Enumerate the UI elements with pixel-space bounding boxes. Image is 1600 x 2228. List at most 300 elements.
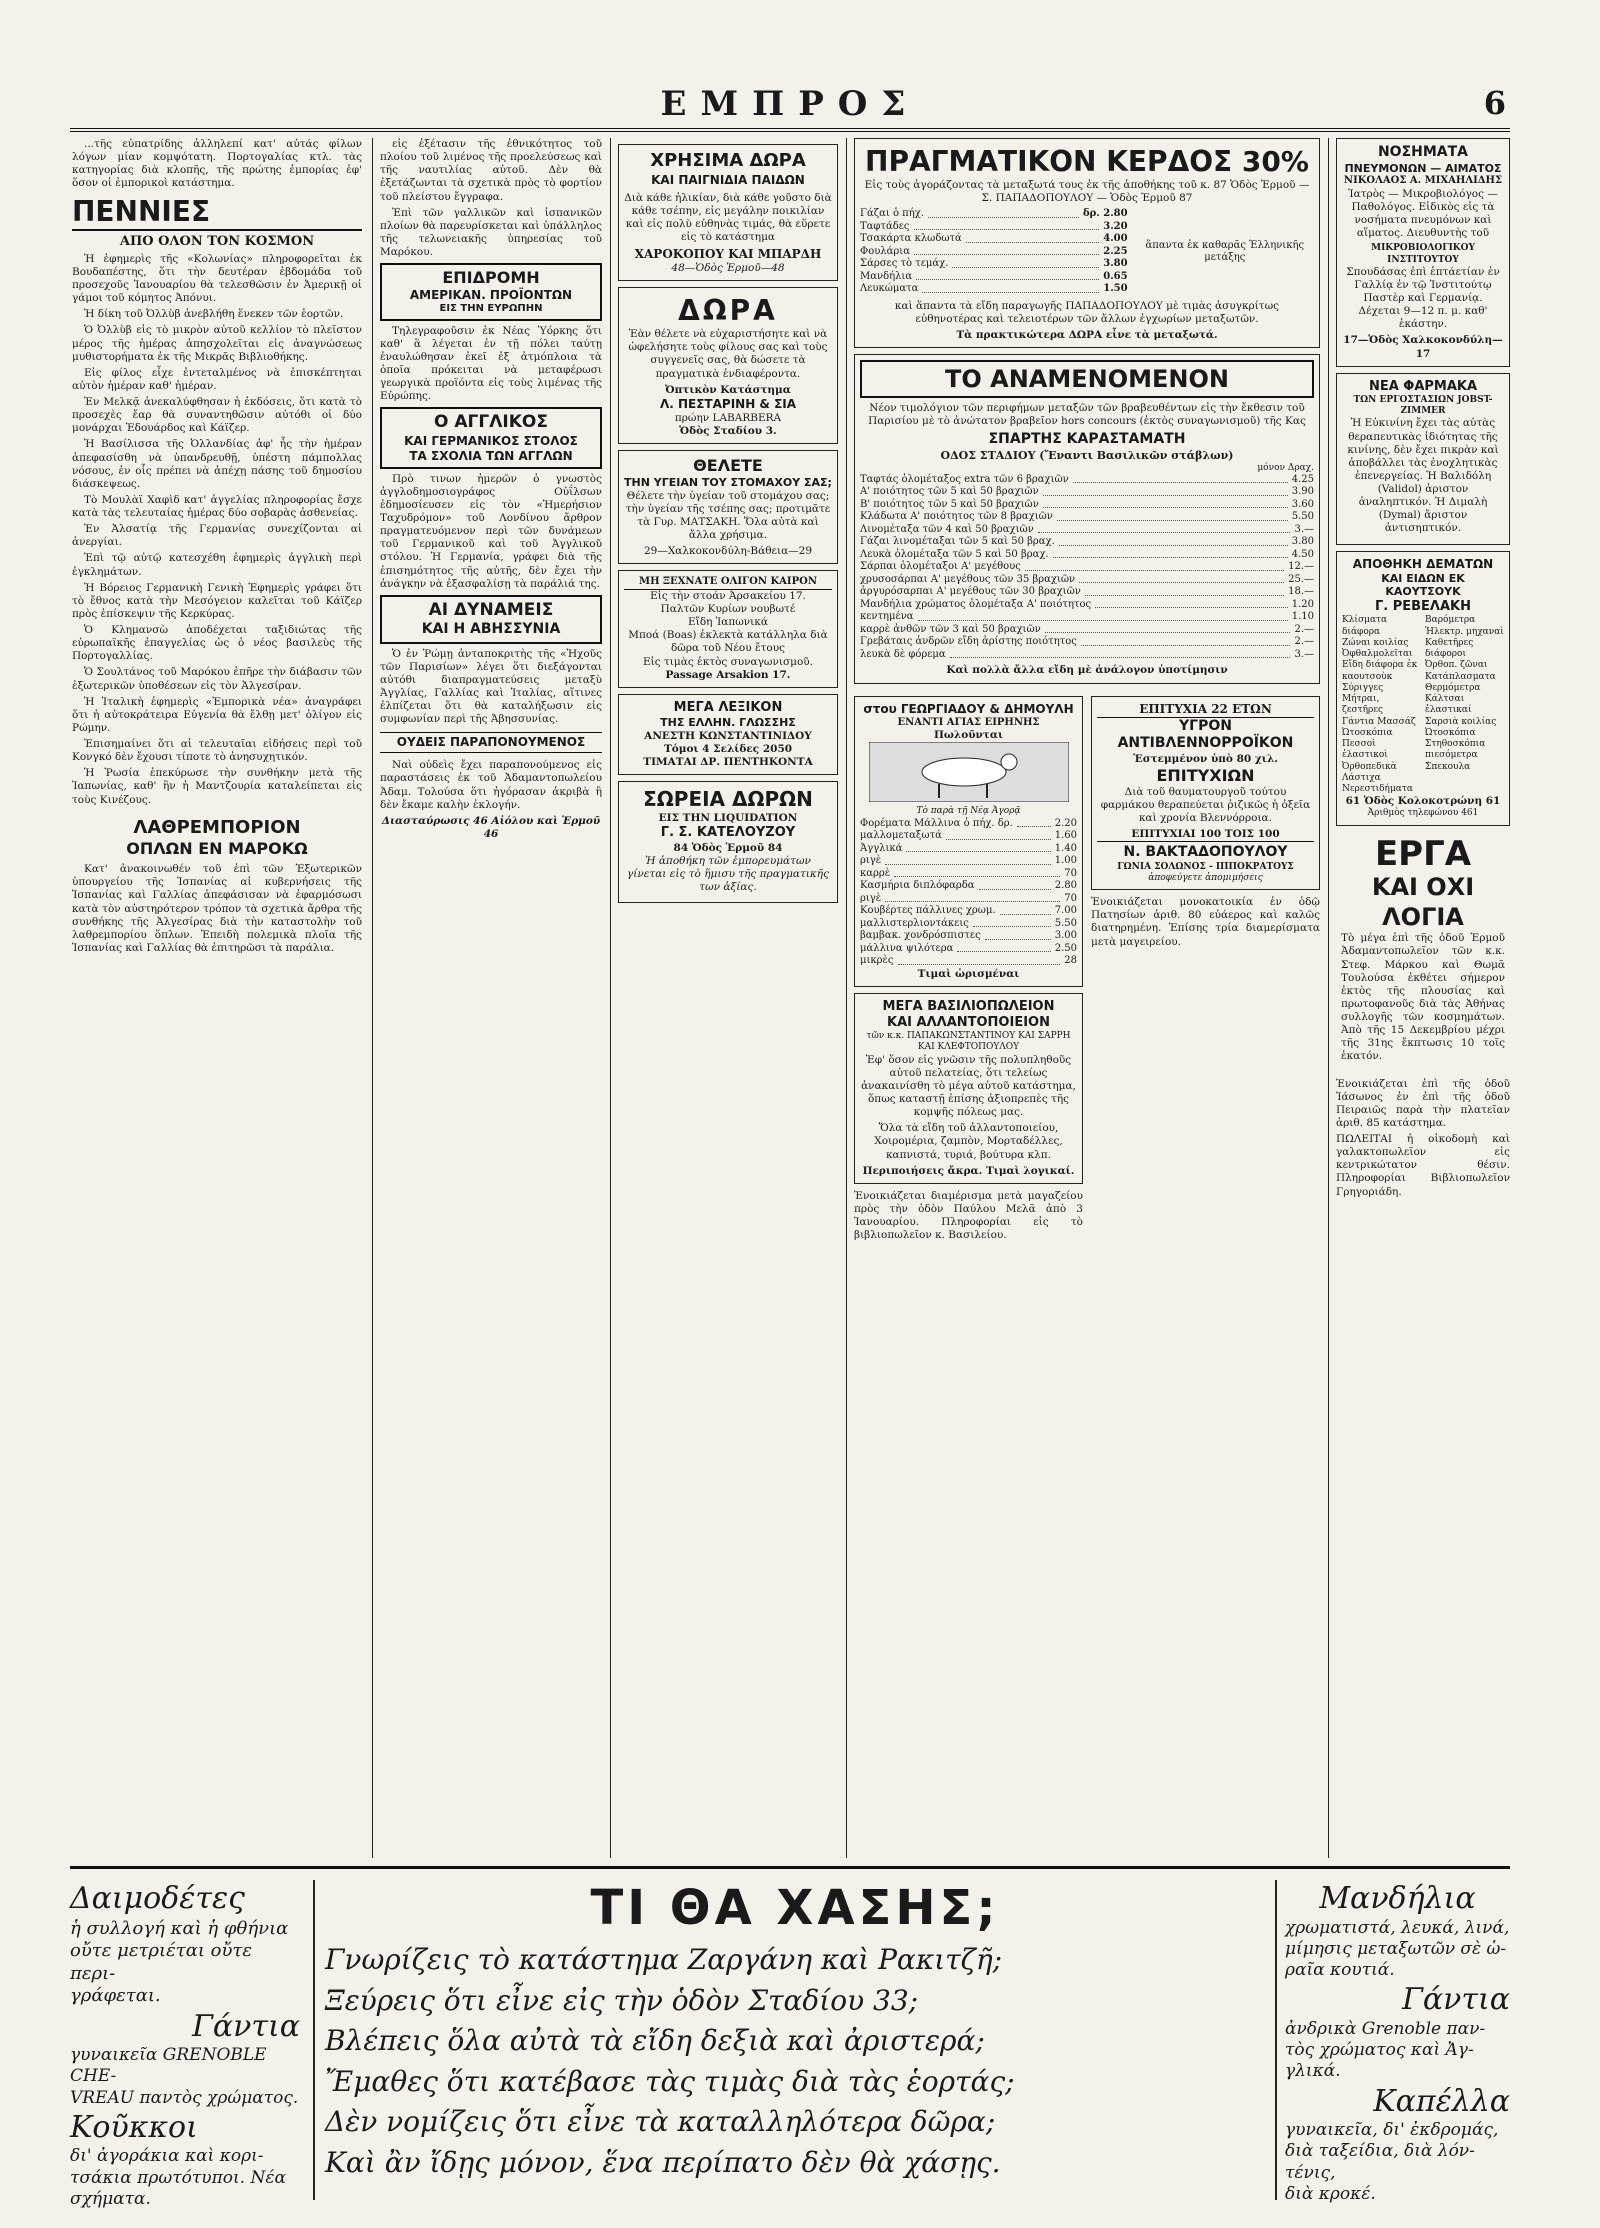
- price-value: 5.50: [1291, 511, 1314, 523]
- dot-leader: [1057, 511, 1288, 521]
- ad-title: ΔΩΡΑ: [678, 294, 778, 328]
- news-item: Ἡ Ἰταλικὴ ἐφημερὶς «Ἐμπορικὰ νέα» ἀναγράφει ὅτι ἡ αὐτοκράτειρα Εὐγενία θὰ ἔλθῃ μετ' ὀλίγον εἰς Ρώμην.: [72, 695, 362, 734]
- price-value: 3.90: [1291, 486, 1314, 498]
- column-4: [854, 138, 1320, 1858]
- price-item: Β' ποιότητος τῶν 5 καὶ 50 βραχιῶν: [860, 498, 1039, 510]
- heading-title: ΟΥΔΕΙΣ ΠΑΡΑΠΟΝΟΥΜΕΝΟΣ: [380, 732, 602, 753]
- dot-leader: [1085, 586, 1284, 596]
- section2-text: Κατ' ἀνακοινωθέν τοῦ ἐπὶ τῶν Ἐξωτερικῶν ὑπουργείου τῆς Ἱσπανίας αἱ κυβερνήσεις τῆς Ἱσπανίας καὶ Γαλλίας ἀπεφάσισαν νὰ ἐφαρμόσωσι κατὰ τὸν αὐστηρότερον τρόπον τὰ σχετικὰ ἄρθρα τῆς συνθήκης τῆς Ἀλγεσίρας διὰ τὴν καταστολὴν τοῦ λαθρεμπορίου ὅπλων. Ἐπειδὴ πολεμικὰ πλοῖα τῆς Ἱσπανίας καὶ Γαλλίας θὰ ἐπιτηρῶσι τὰ παράλια.: [72, 863, 362, 954]
- heading-title: Ο ΑΓΓΛΙΚΟΣ: [434, 412, 548, 433]
- price-value: 0.65: [1103, 270, 1128, 282]
- column-6: [1336, 138, 1510, 1858]
- naval-heading: [380, 407, 602, 468]
- ad-tagline: Τὰ πρακτικώτερα ΔΩΡΑ εἶνε τὰ μεταξωτά.: [956, 329, 1218, 341]
- dot-leader: [906, 843, 1050, 853]
- ad-subtitle: Ἐστεμμένον ὑπὸ 80 χιλ.: [1133, 752, 1278, 765]
- ad-georgiadou: [854, 696, 1083, 987]
- price-unit: μόνον Δραχ.: [1257, 462, 1314, 473]
- ad-title: ΝΕΑ ΦΑΡΜΑΚΑ: [1368, 378, 1478, 394]
- ad-item: Νερεστιδήματα: [1342, 784, 1413, 794]
- ad-item: Εἴδη διάφορα ἐκ καουτσοὺκ: [1342, 660, 1418, 682]
- price-item: ἀργυρόσαρπαι Α' μεγέθους τῶν 30 βραχιῶν: [860, 586, 1081, 598]
- banner-line: μίμησις μεταξωτῶν σὲ ὡ-: [1285, 1938, 1507, 1959]
- news-item: Ὁ Σουλτάνος τοῦ Μαρόκου ἐπῆρε τὴν διάβασιν τῶν ἐξωτερικῶν ὑποθέσεων εἰς τὸν Ἀλγεσίραν.: [72, 666, 362, 692]
- article-text: Ὁ ἐν Ῥώμῃ ἀνταποκριτὴς τῆς «Ἠχοῦς τῶν Παρισίων» λέγει ὅτι διεξάγονται αὐτόθι διαπραγματεύσεις μεταξὺ Ἀγγλίας, Γαλλίας καὶ Ἰταλίας, αἵτινες ἐλπίζεται ὅτι θὰ καταλήξωσιν εἰς συμφωνίαν περὶ τῆς Ἀβησσυνίας.: [380, 647, 602, 726]
- banner-line: Δὲν νομίζεις ὅτι εἶνε τὰ καταλληλότερα δῶρα;: [325, 2105, 996, 2139]
- ad-item: Παλτῶν Κυρίων νουβωτέ: [660, 603, 796, 615]
- ad-phone: Ἀριθμὸς τηλεφώνου 461: [1367, 808, 1479, 819]
- price-item: Λευκώματα: [860, 283, 919, 295]
- banner-line: Ξεύρεις ὅτι εἶνε εἰς τὴν ὁδὸν Σταδίου 33;: [325, 1983, 919, 2017]
- ad-item: Μήτραι, ζεστῆρες: [1342, 694, 1384, 716]
- price-row: [860, 880, 1077, 893]
- banner-headline: ΤΙ ΘΑ ΧΑΣΗΣ;: [590, 1880, 1000, 1936]
- price-row: [860, 893, 1077, 906]
- ad-item: Πεσσοὶ ἐλαστικοὶ: [1342, 739, 1388, 761]
- ad-item: Σαρσιὰ κοιλίας: [1425, 716, 1497, 727]
- ad-row-left: [854, 690, 1083, 1246]
- banner-line: γυναικεῖα GRENOBLE CHE-: [70, 2045, 267, 2087]
- ad-tagline: Καὶ πολλὰ ἄλλα εἴδη μὲ ἀνάλογον ὑποτίμησιν: [946, 664, 1228, 677]
- ad-item: Ὠτοσκόπια: [1425, 727, 1476, 738]
- price-row: [860, 511, 1314, 524]
- bottom-right-text: [1285, 1880, 1510, 2204]
- column-rule: [610, 138, 611, 1858]
- price-row: [860, 624, 1314, 637]
- price-row: [860, 943, 1077, 956]
- price-value: 1.40: [1054, 842, 1077, 854]
- banner-line: χρωματιστά, λευκά, λινά,: [1285, 1917, 1510, 1938]
- ad-antiblenno: [1091, 696, 1320, 891]
- price-value: 70: [1064, 892, 1077, 904]
- price-row: [860, 221, 1128, 234]
- ad-text: Ἰατρὸς — Μικροβιολόγος — Παθολόγος. Εἰδικὸς εἰς τὰ νοσήματα πνευμόνων καὶ αἵματος. Διευθυντὴς τοῦ: [1348, 187, 1498, 240]
- price-item: Κουβέρτες πάλλινες χρωμ.: [860, 905, 996, 916]
- banner-line: διὰ ταξείδια, διὰ λόν-τένις,: [1285, 2141, 1475, 2183]
- ad-author: ΑΝΕΣΤΗ ΚΩΝΣΤΑΝΤΙΝΙΔΟΥ: [644, 729, 812, 742]
- ad-stomach: [618, 450, 838, 564]
- price-item: Γρεβάταις ἀνδρῶν εἴδη ἀρίστης ποιότητος: [860, 636, 1077, 648]
- ad-text: Ἡ ἀποθήκη τῶν ἐμπορευμάτων γίνεται εἰς τὸ ἥμισυ τῆς πραγματικῆς των ἀξίας.: [627, 854, 829, 893]
- news-item: Ἡ ἐφημερὶς τῆς «Κολωνίας» πληροφορεῖται ἐκ Βουδαπέστης, ὅτι τὴν δευτέραν ἑβδομάδα τοῦ προσεχοῦς Ἰανουαρίου θὰ τελεσθῶσιν ἐν Ἀμερικῇ οἱ γάμοι τοῦ κόμητος Ἀπόνυι.: [72, 252, 362, 305]
- price-row: [860, 918, 1077, 931]
- ad-text: Θέλετε τὴν ὑγείαν τοῦ στομάχου σας; τὴν ὑγείαν τῆς τσέπης σας; προτιμᾶτε τὰ Γυρ. ΜΑΤΣΑΚΗ. Ὅλα αὐτὰ καὶ ἄλλα χρήσιμα.: [625, 489, 831, 542]
- banner-line: Βλέπεις ὅλα αὐτὰ τὰ εἴδη δεξιὰ καὶ ἀριστερά;: [325, 2024, 985, 2058]
- ad-title: ΧΡΗΣΙΜΑ ΔΩΡΑ: [650, 150, 806, 171]
- heading-subtitle: ΚΑΙ Η ΑΒΗΣΣΥΝΙΑ: [421, 621, 561, 637]
- ad-shop: Ὀπτικὸν Κατάστημα: [665, 383, 791, 396]
- banner-line: γράφεται.: [70, 1985, 161, 2006]
- dot-leader: [914, 221, 1100, 231]
- price-value: 2.25: [1103, 245, 1128, 257]
- price-row: [860, 258, 1128, 271]
- classified-text: Ἐνοικιάζεται διαμέρισμα μετὰ μαγαζείου πρὸς τὴν ὁδὸν Παύλου Μελᾶ ἀπὸ 3 Ἰανουαρίου. Πληροφορίαι εἰς τὸ βιβλιοπωλεῖον κ. Βασιλείου.: [854, 1189, 1083, 1242]
- price-value: 3.—: [1294, 523, 1314, 535]
- ad-title: ΣΩΡΕΙΑ ΔΩΡΩΝ: [643, 787, 813, 812]
- masthead: [70, 78, 1510, 132]
- banner-line: Δαιμοδέτες: [70, 1881, 245, 1916]
- price-item: Μανδήλια χρώματος ὁλομέταξα Α' ποιότητος: [860, 598, 1092, 610]
- price-item: Τσακάρτα κλωδωτά: [860, 233, 962, 245]
- classified-text: ΠΩΛΕΙΤΑΙ ἡ οἰκοδομὴ καὶ γαλακτοπωλεῖον εἰς κεντρικώτατον θέσιν. Πληροφορίαι Βιβλιοπωλεῖον Γρηγοριάδη.: [1336, 1133, 1510, 1198]
- price-item: Μανδήλια: [860, 270, 913, 282]
- price-item: βαμβακ. χονδρόσπιστες: [860, 930, 981, 941]
- ad-subtitle: ΠΝΕΥΜΟΝΩΝ — ΑΙΜΑΤΟΣ: [1344, 161, 1502, 175]
- intro-text: ...τῆς εὐπατρίδης ἀλληλεπί κατ' αὐτάς φίλων λόγων μίαν κομψότατη. Πορτογαλίας κτλ. τὰς κατηγορίας διὰ κλοπῆς, τῆς πρώτης ἐμπορίας ἐφ' ὅσον οἱ ἐμπορικοὶ κατάστημα.: [72, 138, 362, 190]
- ad-butcher: [854, 993, 1083, 1184]
- section-subtitle: ΑΠΟ ΟΛΟΝ ΤΟΝ ΚΟΣΜΟΝ: [119, 233, 315, 249]
- news-item: Ἐπισημαίνει ὅτι αἱ τελευταῖαι εἰδήσεις περὶ τοῦ Κονγκό δὲν ἔχουσι τίποτε τὸ ἀνησυχητικόν.: [72, 738, 362, 764]
- price-item: ριγὲ: [860, 892, 882, 904]
- ad-item: Ἠλεκτρ. μηχαναὶ: [1425, 626, 1504, 637]
- price-row: [860, 561, 1314, 574]
- dot-leader: [946, 830, 1051, 840]
- price-value: 7.00: [1054, 905, 1077, 916]
- banner-line: τὸς χρώματος καὶ Ἀγ-: [1285, 2040, 1474, 2060]
- ad-title: ΠΡΑΓΜΑΤΙΚΟΝ ΚΕΡΔΟΣ 30%: [865, 145, 1309, 178]
- banner-line: Μανδήλια: [1319, 1881, 1476, 1916]
- price-value: 4.25: [1291, 473, 1314, 485]
- price-row: [860, 843, 1077, 856]
- ad-title: ΜΕΓΑ ΛΕΞΙΚΟΝ: [673, 699, 783, 715]
- price-value: 5.50: [1054, 917, 1077, 929]
- price-row: [860, 905, 1077, 918]
- price-value: 1.50: [1103, 283, 1128, 295]
- news-list: [72, 253, 362, 807]
- ad-subtitle: ΤΩΝ ΕΡΓΟΣΤΑΣΙΩΝ JOBST-ZIMMER: [1353, 394, 1493, 417]
- price-value: 2.—: [1294, 636, 1314, 648]
- ad-item: Εἰς τιμὰς ἐκτὸς συναγωνισμοῦ.: [643, 655, 813, 668]
- ad-text: καὶ ἅπαντα τὰ εἴδη παραγωγῆς ΠΑΠΑΔΟΠΟΥΛΟΥ μὲ τιμὰς ἀσυγκρίτως εὐθηνοτέρας καὶ τελειοτέρων τῶν ἄλλων ἐγχωρίων μεταξωτῶν.: [894, 299, 1280, 325]
- price-item: λευκὰ δὲ φόρεμα: [860, 648, 946, 660]
- price-item: μαλλιστερλιοντάκεις: [860, 917, 969, 929]
- price-value: 2.80: [1054, 880, 1077, 891]
- price-row: [860, 855, 1077, 868]
- ad-item: Μποά (Boas) ἐκλεκτὰ κατάλληλα διὰ δῶρα τοῦ Νέου ἔτους: [628, 629, 828, 655]
- price-row: [860, 830, 1077, 843]
- ad-text: Ὅλα τὰ εἴδη τοῦ ἀλλαντοποιείου, Χοιρομέρια, ζαμπὸν, Μορταδέλλες, καπνιστά, τυριά, βούτυρα κλπ.: [874, 1122, 1063, 1161]
- banner-line: γυναικεῖα, δι' ἐκδρομάς,: [1285, 2120, 1499, 2140]
- dot-leader: [1073, 474, 1288, 484]
- ad-subtitle: τῶν κ.κ. ΠΑΠΑΚΩΝΣΤΑΝΤΙΝΟΥ ΚΑΙ ΣΑΡΡΗ ΚΑΙ ΚΛΕΦΤΟΠΟΥΛΟΥ: [866, 1031, 1071, 1053]
- price-item: Φορέματα Μάλλινα ὁ πήχ. δρ.: [860, 817, 1013, 829]
- article-text: εἰς ἐξέτασιν τῆς ἐθνικότητος τοῦ πλοίου τοῦ λιμένος τῆς προελεύσεως καὶ τῆς ναυτιλίας αὐτοῦ. Δὲν θὰ ἐξετάζωνται τὰ σχετικὰ πρὸς τὸ φορτίον τοῦ πλείστου ἔγγραφα.: [380, 138, 602, 203]
- price-value: δρ. 2.80: [1082, 208, 1128, 220]
- powers-heading: [380, 595, 602, 644]
- ad-address: ΓΩΝΙΑ ΣΟΛΩΝΟΣ - ΙΠΠΟΚΡΑΤΟΥΣ: [1117, 861, 1294, 872]
- dot-leader: [952, 258, 1099, 268]
- section-title: ΠΕΝΝΙΕΣ: [72, 194, 362, 231]
- banner-line: οὔτε μετριέται οὔτε περι-: [70, 1940, 253, 1984]
- ad-tagline: ΕΠΙΤΥΧΙΩΝ: [1156, 765, 1255, 785]
- ad-address: 84 Ὁδὸς Ἑρμοῦ 84: [673, 841, 783, 854]
- ad-name: Γ. ΡΕΒΕΛΑΚΗ: [1374, 599, 1472, 614]
- news-item: Ἡ δίκη τοῦ Ὀλλὺβ ἀνεβλήθη ἕνεκεν τῶν ἑορτῶν.: [84, 308, 344, 321]
- article-text: Ναὶ οὐδεὶς ἔχει παραπονούμενος εἰς παραστάσεις ἐκ τοῦ Ἀδαμαντοπωλείου Ἀδαμ. Τολούσα ὅτι ἠγόρασαν ἀκριβὰ ἢ δὲν ἔκαμε καλὴν ἐκλογήν.: [380, 759, 602, 811]
- ad-title: ΕΡΓΑ: [1374, 833, 1472, 874]
- price-row: [860, 868, 1077, 881]
- bottom-main-text: [325, 1880, 1265, 2200]
- banner-line: σχήματα.: [70, 2188, 151, 2209]
- dot-leader: [1043, 486, 1288, 496]
- dot-leader: [957, 943, 1050, 953]
- price-list: [860, 474, 1314, 662]
- column-2: [380, 138, 602, 1858]
- price-value: 1.00: [1054, 855, 1077, 866]
- banner-line: ραῖα κουτιά.: [1285, 1960, 1395, 1980]
- news-item: Ἐπὶ τῷ αὐτῷ κατεσχέθη ἐφημερὶς ἀγγλικὴ περὶ ἐγκλημάτων.: [72, 552, 362, 578]
- ad-title: ΜΕΓΑ ΒΑΣΙΛΙΟΠΩΛΕΙΟΝ: [882, 998, 1055, 1014]
- ad-item: πιεσόμετρα: [1425, 750, 1478, 761]
- price-row: [860, 208, 1128, 221]
- dot-leader: [885, 855, 1051, 865]
- price-row: [860, 549, 1314, 562]
- dot-leader: [950, 649, 1291, 659]
- price-row: [860, 649, 1314, 662]
- ad-address: Ὁδὸς Σταδίου 3.: [679, 424, 777, 437]
- price-value: 3.60: [1291, 498, 1314, 510]
- ad-subtitle: ΚΑΙ ΑΛΛΑΝΤΟΠΟΙΕΙΟΝ: [887, 1014, 1050, 1030]
- ad-awaited: [854, 354, 1320, 683]
- price-value: 28: [1064, 955, 1077, 966]
- ad-address: 48—Ὁδὸς Ἑρμοῦ—48: [671, 262, 785, 274]
- ad-title: στου ΓΕΩΡΓΙΑΔΟΥ & ΔΗΜΟΥΛΗ: [863, 701, 1074, 716]
- ad-subtitle: ΕΠΙΤΥΧΙΑΙ 100 ΤΟΙΣ 100: [1131, 828, 1280, 840]
- ad-subtitle: ΚΑΙ ΠΑΙΓΝΙΔΙΑ ΠΑΙΔΩΝ: [651, 172, 805, 187]
- banner-line: Ἔμαθες ὅτι κατέβασε τὰς τιμὰς διὰ τὰς ἑορτάς;: [325, 2064, 1015, 2098]
- price-value: 1.10: [1291, 611, 1314, 623]
- banner-line: ἀνδρικὰ Grenoble παν-: [1285, 2018, 1486, 2039]
- dot-leader: [966, 233, 1099, 243]
- column-rule: [372, 138, 373, 1858]
- ad-gifts: [618, 144, 838, 281]
- ad-dictionary: [618, 694, 838, 775]
- price-item: ριγὲ: [860, 855, 882, 866]
- price-row: [860, 499, 1314, 512]
- ad-medicines: [1336, 373, 1510, 545]
- ad-silk-profit: [854, 138, 1320, 348]
- dot-leader: [1000, 905, 1051, 915]
- goat-illustration: [869, 742, 1069, 802]
- price-row: [860, 233, 1128, 246]
- ad-lungs: [1336, 138, 1510, 367]
- dot-leader: [1043, 499, 1288, 509]
- ad-subtitle: πρώην LABARBERA: [674, 411, 782, 424]
- ad-text: Νέον τιμολόγιον τῶν περιφήμων μεταξῶν τῶν βραβευθέντων εἰς τὴν ἔκθεσιν τοῦ Παρισίου μὲ τὸ ἀνώτατον βραβεῖον hors concours (ἐκτὸς συναγωνισμοῦ) τῆς Κας: [868, 402, 1306, 428]
- heading-subtitle: ΑΜΕΡΙΚΑΝ. ΠΡΟΪΟΝΤΩΝ: [409, 288, 573, 303]
- news-item: Εἰς φίλος εἶχε ἐντεταλμένος νὰ ἐπισκέπτηται αὐτὸν ἡμέραν καθ' ἡμέραν.: [72, 366, 362, 392]
- price-item: Φουλάρια: [860, 245, 910, 257]
- dot-leader: [914, 246, 1099, 256]
- bottom-banner-ad: [70, 1880, 1510, 2209]
- ad-item: Στηθοσκόπια: [1425, 739, 1486, 749]
- banner-line: Καὶ ἂν ἴδῃς μόνον, ἕνα περίπατο δὲν θὰ χάσῃς.: [325, 2145, 1001, 2179]
- dot-leader: [979, 880, 1051, 890]
- price-item: Κλάδωτα Α' ποιότητος τῶν 8 βραχιῶν: [860, 511, 1053, 523]
- heading-title: ΑΙ ΔΥΝΑΜΕΙΣ: [428, 599, 554, 620]
- price-row: [860, 536, 1314, 549]
- price-item: Κασμήρια διπλόφαρδα: [860, 880, 975, 891]
- price-row: [860, 586, 1314, 599]
- ad-shop: ΧΑΡΟΚΟΠΟΥ ΚΑΙ ΜΠΑΡΔΗ: [634, 247, 822, 261]
- ad-subtitle: ΤΗΣ ΕΛΛΗΝ. ΓΛΩΣΣΗΣ: [660, 716, 796, 729]
- ad-caption: Τὸ παρὰ τῇ Νέᾳ Ἀγορᾷ: [916, 806, 1021, 817]
- news-item: Τὸ Μουλὰϊ Χαφὶδ κατ' ἀγγελίας πληροφορίας ἔσχε κατὰ τὰς τελευταίας ἡμέρας δύο σοβαρὰς ἀσθενείας.: [72, 493, 362, 519]
- ad-text: Διὰ τοῦ θαυματουργοῦ τούτου φαρμάκου θεραπεύεται ῥιζικῶς ἡ ὀξεῖα καὶ χρονία Βλεννόρροια.: [1100, 785, 1311, 824]
- ad-item: Γάντια Μασσάζ: [1342, 716, 1416, 727]
- price-item: Ταφτάς ὁλομέταξος extra τῶν 6 βραχιῶν: [860, 473, 1069, 485]
- ad-item: Ὠτοσκόπια: [1342, 727, 1393, 738]
- ad-text: Τὸ μέγα ἐπὶ τῆς ὁδοῦ Ἑρμοῦ Ἀδαμαντοπωλεῖον τῶν κ.κ. Στεφ. Μάρκου καὶ Θωμᾶ Τουλούσα ἐκθέτει σήμερον ἐκτὸς τῆς πλουσίας καὶ πρωτοφανοῦς διὰ τὰς Ἀθήνας συλλογῆς τῶν κοσμημάτων. Ἀπὸ τῆς 15 Δεκεμβρίου μέχρι τῆς 31ης ἔκπτωσις 10 τοῖς ἑκατόν.: [1341, 932, 1505, 1063]
- banner-line: Γνωρίζεις τὸ κατάστημα Ζαργάνη καὶ Ρακιτζῆ;: [325, 1943, 1003, 1976]
- ad-address: 29—Χαλκοκονδύλη-Βάθεια—29: [643, 545, 813, 558]
- ad-name: Λ. ΠΕΣΤΑΡΙΝΗ & ΣΙΑ: [659, 396, 797, 411]
- ad-subtitle: ΕΙΣ ΤΗΝ LIQUIDATION: [658, 812, 798, 825]
- price-list: [860, 818, 1077, 968]
- ad-subtitle: ΚΑΙ ΕΙΔΩΝ ΕΚ ΚΑΟΥΤΣΟΥΚ: [1381, 571, 1465, 599]
- article-text: Πρὸ τινων ἡμερῶν ὁ γνωστὸς ἀγγλοδημοσιογράφος Οὐΐλσων ἐδημοσίευσεν εἰς τὸν «Ἡμερήσιον Ταχυδρόμον» τοῦ Λονδίνου ἄρθρον πραγματευόμενον περὶ τῶν δυνάμεων τοῦ Γερμανικοῦ καὶ τοῦ Ἀγγλικοῦ στόλου. Ἡ Γερμανία, γράφει διὰ τῆς ἐπισημότητος τῆς αὐτῆς, δὲν ἔχει τὴν ἀνάγκην νὰ ἐξασφαλίσῃ τὰ παράλιά της.: [380, 472, 602, 590]
- item-columns: [1342, 615, 1504, 795]
- price-row: [860, 486, 1314, 499]
- section-divider: [70, 1866, 1510, 1869]
- ad-liquidation: [618, 781, 838, 903]
- ad-name: Ν. ΒΑΚΤΑΔΟΠΟΥΛΟΥ: [1097, 841, 1314, 862]
- price-list: [860, 208, 1128, 296]
- ad-item: Καθετῆρες διάφοροι: [1425, 637, 1474, 659]
- price-item: Λινομέταξα τῶν 4 καὶ 50 βραχιῶν: [860, 523, 1034, 535]
- ad-item: Ὀφθαλμολεῖται: [1342, 649, 1413, 659]
- newspaper-title: ΕΜΠΡΟΣ: [660, 84, 920, 124]
- banner-line: VREAU παντὸς χρώματος.: [70, 2087, 299, 2108]
- page-number: 6: [1483, 84, 1506, 122]
- price-row: [860, 574, 1314, 587]
- banner-line: γλικά.: [1285, 2061, 1341, 2082]
- price-value: 3.00: [1054, 930, 1077, 941]
- ad-row-right: [1091, 690, 1320, 1246]
- ad-item: Κατάπλασματα: [1425, 671, 1496, 682]
- banner-line: δι' ἀγοράκια καὶ κορι-: [70, 2146, 264, 2167]
- ad-tagline: Τιμαὶ ὡρισμέναι: [917, 967, 1020, 980]
- price-value: 1.60: [1054, 830, 1077, 841]
- ad-dora: [618, 287, 838, 444]
- ad-row: [854, 690, 1320, 1246]
- price-value: 2.50: [1054, 942, 1077, 954]
- ad-item: Βαρόμετρα: [1425, 615, 1476, 626]
- price-value: 3.—: [1294, 648, 1314, 660]
- price-row: [860, 524, 1314, 537]
- column-3: [618, 138, 838, 1858]
- ad-item: Σύριγγες: [1342, 682, 1384, 693]
- banner-line: Γάντια: [1402, 1982, 1510, 2018]
- news-item: Ἡ Ῥωσία ἐπεκύρωσε τὴν συνθήκην μετὰ τῆς Ἰαπωνίας, καθ' ἣν ἡ Μαντζουρία καταλείπεται εἰς τοὺς Κινέζους.: [72, 767, 362, 806]
- ad-note: ἀποφεύγετε ἀπομιμήσεις: [1148, 872, 1263, 883]
- banner-line: ἡ συλλογή καὶ ἡ φθήνια: [70, 1917, 289, 1939]
- price-value: 18.—: [1288, 586, 1314, 598]
- ad-subtitle: ΚΑΙ ΟΧΙ ΛΟΓΙΑ: [1371, 873, 1475, 932]
- dot-leader: [973, 918, 1051, 928]
- news-item: Ἐν Μελκᾷ ἀνεκαλύφθησαν ἡ ἐκδόσεις, ὅτι κατὰ τὸ προσεχὲς ἔαρ θὰ συναντηθῶσιν αὐτόθι οἱ δύο μονάρχαι Ἐδουάρδος καὶ Κάϊζερ.: [72, 396, 362, 435]
- ad-address: 17—Ὁδὸς Χαλκοκονδύλη—17: [1343, 334, 1503, 360]
- price-row: [860, 599, 1314, 612]
- price-row: [860, 930, 1077, 943]
- dot-leader: [985, 930, 1051, 940]
- banner-rule: [1275, 1880, 1277, 2200]
- ad-address: 61 Ὁδὸς Κολοκοτρώνη 61: [1345, 795, 1501, 808]
- price-item: καρρὲ ἀνθῶν τῶν 3 καὶ 50 βραχιῶν: [860, 623, 1041, 635]
- ad-address: Passage Arsakion 17.: [665, 668, 791, 681]
- ad-item: Σπεκουλα: [1425, 761, 1471, 772]
- dot-leader: [916, 271, 1099, 281]
- ad-item: Κάλτσαι ἐλαστικαί: [1425, 694, 1472, 716]
- ad-rubber: [1336, 551, 1510, 826]
- news-item: Ἐν Ἀλσατίᾳ τῆς Γερμανίας συνεχίζονται αἱ ἀνεργίαι.: [72, 523, 362, 549]
- dot-leader: [922, 283, 1099, 293]
- dot-leader: [928, 208, 1079, 218]
- dot-leader: [1053, 549, 1288, 559]
- ad-item: Ὀρθοπεδικὰ: [1342, 761, 1397, 772]
- heading-subtitle: ΤΑ ΣΧΟΛΙΑ ΤΩΝ ΑΓΓΛΩΝ: [409, 448, 573, 463]
- price-value: 2.20: [1054, 817, 1077, 829]
- heading-subtitle: ΚΑΙ ΓΕΡΜΑΝΙΚΟΣ ΣΤΟΛΟΣ: [404, 433, 578, 448]
- price-item: μάλλινα ψιλότερα: [860, 942, 954, 954]
- ad-item: Κλίσματα διάφορα: [1342, 615, 1388, 637]
- ad-title: ΑΠΟΘΗΚΗ ΔΕΜΑΤΩΝ: [1352, 556, 1494, 571]
- heading-subtitle: ΕΙΣ ΤΗΝ ΕΥΡΩΠΗΝ: [439, 303, 543, 315]
- ad-name: Γ. Σ. ΚΑΤΕΛΟΥΖΟΥ: [660, 825, 796, 841]
- ad-subtitle: Πωλοῦνται: [933, 729, 1004, 741]
- price-item: Γάζαι ὁ πήχ.: [860, 208, 924, 220]
- ad-text: Ἐφ' ὅσον εἰς γνῶσιν τῆς πολυπληθοῦς αὐτοῦ πελατείας, ὅτι τελείως ἀνακαινίσθη τὸ μέγα αὐτοῦ κατάστημα, ὅπως καταστῇ ἐπίσης ἀξιοπρεπὲς τῆς κομψῆς πόλεως μας.: [861, 1053, 1076, 1119]
- price-value: 1.20: [1291, 598, 1314, 610]
- price-item: μαλλομεταξωτά: [860, 830, 942, 841]
- ad-text: Διὰ κάθε ἡλικίαν, διὰ κάθε γοῦστο διὰ κάθε τσέπην, εἰς μεγάλην ποικιλίαν καὶ εἰς πολὺ εὐθηνὰς τιμάς, θὰ εὕρετε εἰς τὸ κατάστημα: [624, 191, 832, 243]
- ad-item: Λάστιχα: [1342, 772, 1381, 783]
- epidromi-heading: [380, 263, 602, 321]
- banner-line: τσάκια πρωτότυποι. Νέα: [70, 2167, 286, 2188]
- ad-note: ἅπαντα ἐκ καθαρᾶς Ἑλληνικῆς μετάξης: [1145, 239, 1305, 263]
- banner-line: διὰ κροκέ.: [1285, 2183, 1376, 2204]
- ad-title: ΘΕΛΕΤΕ: [693, 456, 763, 475]
- dot-leader: [918, 611, 1288, 621]
- news-item: Ἡ Βασίλισσα τῆς Ὀλλανδίας ἀφ' ἧς τὴν ἡμέραν ἀπεφασίσθη νὰ ὑπανδρευθῇ, ὑπέστη πάμπολλας νόσους, ἐν οἷς πρέπει νὰ ἀπέχῃ πάσης τοῦ δημοσίου διάσκεψεως.: [72, 438, 362, 490]
- ad-volumes: Τόμοι 4 Σελίδες 2050: [663, 742, 793, 755]
- price-value: 3.80: [1103, 258, 1128, 270]
- price-value: 4.00: [1103, 233, 1128, 245]
- article-text: Ἐπὶ τῶν γαλλικῶν καὶ ἱσπανικῶν πλοίων θὰ παρευρίσκεται καὶ ὑπάλληλος τῆς τελωνειακῆς ὑπηρεσίας τοῦ Μαρόκου.: [380, 206, 602, 258]
- article-text: Τηλεγραφοῦσιν ἐκ Νέας Ὑόρκης ὅτι καθ' ἃ λέγεται ἐν τῇ πόλει ταύτῃ ἐναυλώθησαν ἐκεῖ ἐξ ἀτμόπλοια τὰ ὁποῖα πρόκειται νὰ μεταφέρωσι γεωργικὰ προϊόντα εἰς τοὺς λιμένας τῆς Εὐρώπης.: [380, 324, 602, 403]
- ad-tagline: Περιποιήσεις ἄκρα. Τιμαὶ λογικαί.: [862, 1164, 1075, 1177]
- ad-title: ΜΗ ΞΕΧΝΑΤΕ ΟΛΙΓΟΝ ΚΑΙΡΟΝ: [624, 576, 832, 590]
- heading-title: ΕΠΙΔΡΟΜΗ: [442, 268, 540, 288]
- dot-leader: [894, 868, 1060, 878]
- news-item: Ἡ Βόρειος Γερμανικὴ Γενικὴ Ἐφημερὶς γράφει ὅτι τὸ ἔθνος κατὰ τὴν Μεσόγειον καλεῖται τοῦ Κάϊζερ πρὸς ἐπίσκεψιν τῆς Κερκύρας.: [72, 581, 362, 620]
- price-item: Λευκὰ ὁλομέταξα τῶν 5 καὶ 50 βραχ.: [860, 548, 1049, 560]
- dot-leader: [1095, 599, 1288, 609]
- news-item: Ὁ Κλημανσὼ ἀποδέχεται ταξιδιώτας τῆς εὐρωπαϊκῆς ἐπαγγελίας ὡς ὁ νέος βασιλεὺς τῆς Πορτογαλλίας.: [72, 624, 362, 663]
- price-item: χρυσοσάρπαι Α' μεγέθους τῶν 35 βραχιῶν: [860, 573, 1076, 585]
- ad-title: ΤΟ ΑΝΑΜΕΝΟΜΕΝΟΝ: [860, 360, 1314, 398]
- address-text: Διασταύρωσις 46 Αἰόλου καὶ Ἑρμοῦ 46: [381, 814, 601, 840]
- ad-subtitle: ΥΓΡΟΝ ΑΝΤΙΒΛΕΝΝΟΡΡΟΪΚΟΝ: [1117, 717, 1294, 751]
- price-item: Σάρσες τὸ τεμάχ.: [860, 258, 949, 270]
- price-row: [860, 474, 1314, 487]
- dot-leader: [1025, 561, 1284, 571]
- ad-text: Ἐὰν θέλετε νὰ εὐχαριστήσητε καὶ νὰ ὠφελήσητε τοὺς φίλους σας καὶ τοὺς συγγενεῖς σας, θὰ δώσετε τὰ πραγματικὰ ἐνδιαφέροντα.: [628, 328, 828, 380]
- ad-text: Εἰς τοὺς ἀγοράζοντας τὰ μεταξωτά τους ἐκ τῆς ἀποθήκης τοῦ κ. 87 Ὁδὸς Ἑρμοῦ — Σ. ΠΑΠΑΔΟΠΟΥΛΟΥ — Ὁδὸς Ἑρμοῦ 87: [864, 179, 1310, 205]
- ad-subtitle: ΤΗΝ ΥΓΕΙΑΝ ΤΟΥ ΣΤΟΜΑΧΟΥ ΣΑΣ;: [624, 476, 832, 489]
- price-item: κεντημένα: [860, 611, 914, 623]
- ad-address: ΟΔΟΣ ΣΤΑΔΙΟΥ (Ἔναντι Βασιλικῶν στάβλων): [940, 448, 1234, 462]
